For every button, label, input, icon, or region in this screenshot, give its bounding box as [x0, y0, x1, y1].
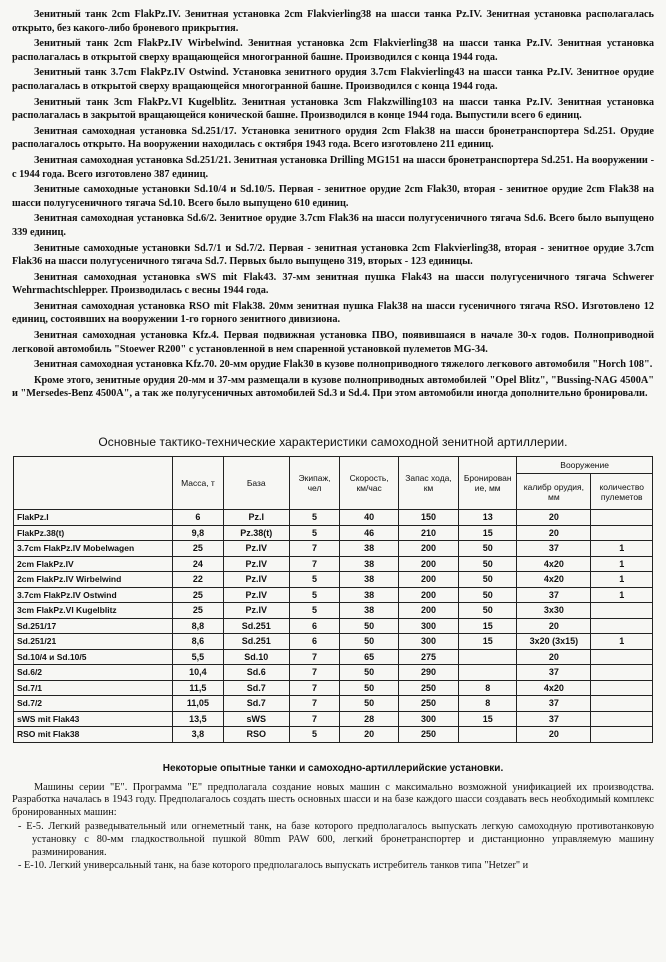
- table-row: [14, 510, 653, 526]
- cell-armor: 8: [459, 696, 517, 712]
- header-mass: Масса, т: [173, 457, 224, 510]
- cell-caliber: 4x20: [517, 572, 591, 588]
- cell-base: Sd.251: [223, 618, 289, 634]
- cell-crew: 7: [289, 665, 340, 681]
- cell-mg: [591, 649, 653, 665]
- cell-speed: 38: [340, 587, 398, 603]
- cell-base: Pz.IV: [223, 603, 289, 619]
- cell-crew: 7: [289, 680, 340, 696]
- cell-mg: 1: [591, 541, 653, 557]
- cell-speed: 28: [340, 711, 398, 727]
- cell-range: 290: [398, 665, 458, 681]
- table-row: [14, 556, 653, 572]
- cell-name: 3cm FlakPz.VI Kugelblitz: [14, 603, 173, 619]
- table-row: [14, 541, 653, 557]
- table-row: [14, 525, 653, 541]
- paragraph: Зенитная самоходная установка Sd.251/21. Зенитная установка Drilling MG151 на шасси бронетранспортера Sd.251. На вооружении - с 1944 года. Всего изготовлено 387 единиц.: [12, 154, 654, 180]
- cell-speed: 50: [340, 618, 398, 634]
- cell-name: Sd.7/1: [14, 680, 173, 696]
- cell-name: sWS mit Flak43: [14, 711, 173, 727]
- cell-speed: 38: [340, 572, 398, 588]
- cell-range: 150: [398, 510, 458, 526]
- cell-crew: 5: [289, 727, 340, 743]
- cell-name: FlakPz.38(t): [14, 525, 173, 541]
- header-armor: Бронирован ие, мм: [459, 457, 517, 510]
- cell-armor: 15: [459, 618, 517, 634]
- cell-mass: 11,05: [173, 696, 224, 712]
- cell-base: Pz.IV: [223, 572, 289, 588]
- cell-base: Pz.38(t): [223, 525, 289, 541]
- cell-armor: 50: [459, 572, 517, 588]
- table-row: [14, 618, 653, 634]
- cell-crew: 7: [289, 541, 340, 557]
- cell-base: Sd.251: [223, 634, 289, 650]
- paragraph: Зенитный танк 2cm FlakPz.IV. Зенитная установка 2cm Flakvierling38 на шасси танка Pz.IV. Зенитная установка располагалась открыто, без какого-либо броневого прикрытия.: [12, 9, 654, 34]
- table-title: Основные тактико-технические характеристики самоходной зенитной артиллерии.: [98, 435, 568, 450]
- cell-name: Sd.6/2: [14, 665, 173, 681]
- cell-name: RSO mit Flak38: [14, 727, 173, 743]
- paragraph: Зенитная самоходная установка Sd.6/2. Зенитное орудие 3.7cm Flak36 на шасси полугусеничного тягача Sd.6. Всего было выпущено 339 единиц.: [12, 213, 654, 238]
- cell-mass: 25: [173, 541, 224, 557]
- cell-range: 300: [398, 618, 458, 634]
- paragraph: Зенитная самоходная установка RSO mit Flak38. 20мм зенитная пушка Flak38 на шасси гусеничного тягача RSO. Изготовлено 12 единиц, состоявших на вооружении 1-го горного зенитного дивизиона.: [12, 300, 654, 326]
- cell-name: 2cm FlakPz.IV: [14, 556, 173, 572]
- paragraph: Зенитная самоходная установка Kfz.70. 20-мм орудие Flak30 в кузове полноприводного тяжелого легкового автомобиля "Horch 108".: [34, 359, 653, 371]
- cell-mg: [591, 510, 653, 526]
- cell-base: Pz.IV: [223, 541, 289, 557]
- cell-caliber: 37: [517, 696, 591, 712]
- header-range: Запас хода, км: [398, 457, 458, 510]
- cell-mg: [591, 696, 653, 712]
- cell-speed: 50: [340, 680, 398, 696]
- cell-caliber: 3x20 (3x15): [517, 634, 591, 650]
- header-crew: Экипаж, чел: [289, 457, 340, 510]
- cell-range: 250: [398, 696, 458, 712]
- cell-armor: 15: [459, 711, 517, 727]
- cell-mg: 1: [591, 634, 653, 650]
- cell-caliber: 20: [517, 649, 591, 665]
- cell-crew: 7: [289, 556, 340, 572]
- cell-range: 200: [398, 603, 458, 619]
- cell-caliber: 37: [517, 541, 591, 557]
- cell-mg: [591, 618, 653, 634]
- cell-mass: 24: [173, 556, 224, 572]
- cell-name: 2cm FlakPz.IV Wirbelwind: [14, 572, 173, 588]
- cell-name: Sd.10/4 и Sd.10/5: [14, 649, 173, 665]
- paragraph: Кроме этого, зенитные орудия 20-мм и 37-мм размещали в кузове полноприводных автомобилей "Opel Blitz", "Bussing-NAG 4500A" и "Mersedes-Benz 4500A", а так же полугусеничных автомобилей Sd.3 и Sd.4. При этом автомобили иногда дополнительно бронировали.: [12, 374, 654, 400]
- cell-mass: 11,5: [173, 680, 224, 696]
- cell-range: 200: [398, 587, 458, 603]
- cell-mass: 3,8: [173, 727, 224, 743]
- list-item-text: E-10. Легкий универсальный танк, на базе которого предполагалось выпускать истребитель танков типа "Hetzer" и: [24, 860, 529, 872]
- cell-base: Sd.10: [223, 649, 289, 665]
- cell-mg: [591, 727, 653, 743]
- cell-mass: 8,6: [173, 634, 224, 650]
- table-row: [14, 649, 653, 665]
- cell-base: RSO: [223, 727, 289, 743]
- cell-base: Sd.7: [223, 696, 289, 712]
- cell-crew: 7: [289, 696, 340, 712]
- cell-armor: [459, 665, 517, 681]
- cell-caliber: 20: [517, 618, 591, 634]
- cell-speed: 65: [340, 649, 398, 665]
- cell-range: 250: [398, 680, 458, 696]
- cell-mass: 9,8: [173, 525, 224, 541]
- cell-mg: [591, 680, 653, 696]
- cell-speed: 38: [340, 541, 398, 557]
- cell-range: 210: [398, 525, 458, 541]
- cell-mg: 1: [591, 587, 653, 603]
- cell-range: 275: [398, 649, 458, 665]
- table-body: [14, 510, 653, 743]
- table-row: [14, 680, 653, 696]
- cell-caliber: 3x30: [517, 603, 591, 619]
- table-row: [14, 727, 653, 743]
- cell-name: Sd.251/17: [14, 618, 173, 634]
- cell-armor: 13: [459, 510, 517, 526]
- cell-mass: 6: [173, 510, 224, 526]
- cell-base: Pz.IV: [223, 587, 289, 603]
- paragraph: Зенитный танк 2cm FlakPz.IV Wirbelwind. Зенитная установка 2cm Flakvierling38 на шасси танка Pz.IV. Зенитная установка располагалась в открытой сверху вращающейся многогранной башне. Производился с конца 1944 года.: [12, 38, 654, 63]
- header-mg-count: количество пулеметов: [591, 474, 653, 510]
- cell-range: 200: [398, 572, 458, 588]
- table-row: [14, 696, 653, 712]
- cell-speed: 40: [340, 510, 398, 526]
- cell-speed: 20: [340, 727, 398, 743]
- section-title: Некоторые опытные танки и самоходно-артиллерийские установки.: [162, 762, 504, 774]
- cell-speed: 50: [340, 665, 398, 681]
- cell-armor: 50: [459, 556, 517, 572]
- paragraph: Зенитный танк 3cm FlakPz.VI Kugelblitz. Зенитная установка 3cm Flakzwilling103 на шасси танка Pz.IV. Зенитная установка располагалась в закрытой вращающейся конической башне. Производился в конце 1944 года. Выпустили всего 6 единиц.: [12, 96, 654, 122]
- header-caliber: калибр орудия, мм: [517, 474, 591, 510]
- cell-armor: 8: [459, 680, 517, 696]
- cell-crew: 6: [289, 618, 340, 634]
- paragraph: Зенитные самоходные установки Sd.10/4 и Sd.10/5. Первая - зенитное орудие 2cm Flak30, вторая - зенитное орудие 2cm Flak38 на шасси полугусеничного тягача Sd.10. Всего было выпущено 610 единиц.: [12, 184, 654, 209]
- paragraph: Зенитная самоходная установка sWS mit Flak43. 37-мм зенитная пушка Flak43 на шасси полугусеничного тягача Schwerer Wehrmachtschlepper. Производилась с весны 1944 года.: [12, 271, 654, 297]
- cell-mg: 1: [591, 572, 653, 588]
- cell-crew: 7: [289, 649, 340, 665]
- intro-text: [12, 8, 654, 401]
- table-row: [14, 711, 653, 727]
- paragraph: Машины серии "E". Программа "E" предполагала создание новых машин с максимально возможной унификацией их производства. Разработка началась в 1943 году. Предполагалось создать шесть основных шасси и на базе каждого шасси создавать весь необходимый комплекс бронированных машин:: [12, 781, 654, 819]
- cell-armor: [459, 727, 517, 743]
- table-row: [14, 572, 653, 588]
- outro-text: [12, 782, 654, 874]
- paragraph: Зенитный танк 3.7cm FlakPz.IV Ostwind. Установка зенитного орудия 3.7cm Flakvierling43 на шасси танка Pz.IV. Зенитное орудие располагалась в открытой сверху вращающейся многогранной башне. Производился с конца 1944 года.: [12, 67, 654, 92]
- table-row: [14, 587, 653, 603]
- cell-base: Pz.I: [223, 510, 289, 526]
- header-speed: Скорость, км/час: [340, 457, 398, 510]
- cell-range: 200: [398, 541, 458, 557]
- paragraph: Зенитная самоходная установка Kfz.4. Первая подвижная установка ПВО, появившаяся в начале 30-х годов. Полноприводной легковой автомобиль "Stoewer R200" с установленной в нем спаренной установкой пулеметов MG-34.: [12, 330, 654, 355]
- cell-mass: 5,5: [173, 649, 224, 665]
- paragraph: Зенитная самоходная установка Sd.251/17. Установка зенитного орудия 2cm Flak38 на шасси бронетранспортера Sd.251. Орудие располагалось открыто. На вооружении находилась с октября 1943 года. Всего изготовлено 211 единиц.: [12, 125, 654, 151]
- cell-speed: 46: [340, 525, 398, 541]
- paragraph: Зенитные самоходные установки Sd.7/1 и Sd.7/2. Первая - зенитная установка 2cm Flakvierling38, вторая - зенитное орудие 3.7cm Flak36 на шасси полугусеничного тягача Sd.7. Первых было выпущено 319, вторых - 123 единицы.: [12, 242, 654, 268]
- cell-range: 300: [398, 711, 458, 727]
- cell-mass: 25: [173, 603, 224, 619]
- cell-base: sWS: [223, 711, 289, 727]
- cell-speed: 50: [340, 696, 398, 712]
- cell-caliber: 37: [517, 711, 591, 727]
- cell-crew: 7: [289, 711, 340, 727]
- cell-crew: 5: [289, 587, 340, 603]
- cell-speed: 38: [340, 556, 398, 572]
- cell-crew: 5: [289, 525, 340, 541]
- cell-range: 300: [398, 634, 458, 650]
- list-item: - E-5. Легкий разведывательный или огнеметный танк, на базе которого предполагалось выпускать легкую самоходную противотанковую установку с 80-мм гладкоствольной пушкой 80mm PAW 600, легкий бронетранспортер и дистанционно управляемую машину разминирования.: [18, 820, 654, 858]
- cell-mass: 22: [173, 572, 224, 588]
- cell-base: Pz.IV: [223, 556, 289, 572]
- cell-base: Sd.6: [223, 665, 289, 681]
- cell-name: FlakPz.I: [14, 510, 173, 526]
- cell-armor: 50: [459, 541, 517, 557]
- cell-name: Sd.251/21: [14, 634, 173, 650]
- cell-name: 3.7cm FlakPz.IV Mobelwagen: [14, 541, 173, 557]
- cell-mg: 1: [591, 556, 653, 572]
- cell-speed: 38: [340, 603, 398, 619]
- cell-caliber: 37: [517, 587, 591, 603]
- cell-armor: 15: [459, 525, 517, 541]
- cell-caliber: 4x20: [517, 680, 591, 696]
- cell-crew: 5: [289, 572, 340, 588]
- cell-speed: 50: [340, 634, 398, 650]
- cell-caliber: 20: [517, 510, 591, 526]
- cell-mass: 25: [173, 587, 224, 603]
- cell-mg: [591, 711, 653, 727]
- table-row: [14, 665, 653, 681]
- header-name: [14, 457, 173, 510]
- specs-table: [13, 456, 653, 743]
- header-base: База: [223, 457, 289, 510]
- cell-crew: 5: [289, 603, 340, 619]
- cell-armor: 50: [459, 603, 517, 619]
- cell-base: Sd.7: [223, 680, 289, 696]
- cell-mg: [591, 665, 653, 681]
- cell-mass: 10,4: [173, 665, 224, 681]
- cell-caliber: 4x20: [517, 556, 591, 572]
- cell-armor: 50: [459, 587, 517, 603]
- header-armament: Вооружение: [517, 457, 653, 474]
- cell-caliber: 37: [517, 665, 591, 681]
- cell-armor: 15: [459, 634, 517, 650]
- cell-caliber: 20: [517, 727, 591, 743]
- cell-mg: [591, 525, 653, 541]
- cell-mass: 8,8: [173, 618, 224, 634]
- cell-range: 250: [398, 727, 458, 743]
- cell-armor: [459, 649, 517, 665]
- table-row: [14, 634, 653, 650]
- cell-crew: 5: [289, 510, 340, 526]
- cell-name: 3.7cm FlakPz.IV Ostwind: [14, 587, 173, 603]
- list-item: - E-10. Легкий универсальный танк, на базе которого предполагалось выпускать истребитель танков типа "Hetzer" и: [18, 860, 529, 872]
- cell-range: 200: [398, 556, 458, 572]
- cell-crew: 6: [289, 634, 340, 650]
- cell-mass: 13,5: [173, 711, 224, 727]
- table-row: [14, 603, 653, 619]
- cell-name: Sd.7/2: [14, 696, 173, 712]
- list-item-text: E-5. Легкий разведывательный или огнеметный танк, на базе которого предполагалось выпускать легкую самоходную противотанковую установку с 80-мм гладкоствольной пушкой 80mm PAW 600, легкий бронетранспортер и дистанционно управляемую машину разминирования.: [26, 820, 654, 858]
- cell-caliber: 20: [517, 525, 591, 541]
- cell-mg: [591, 603, 653, 619]
